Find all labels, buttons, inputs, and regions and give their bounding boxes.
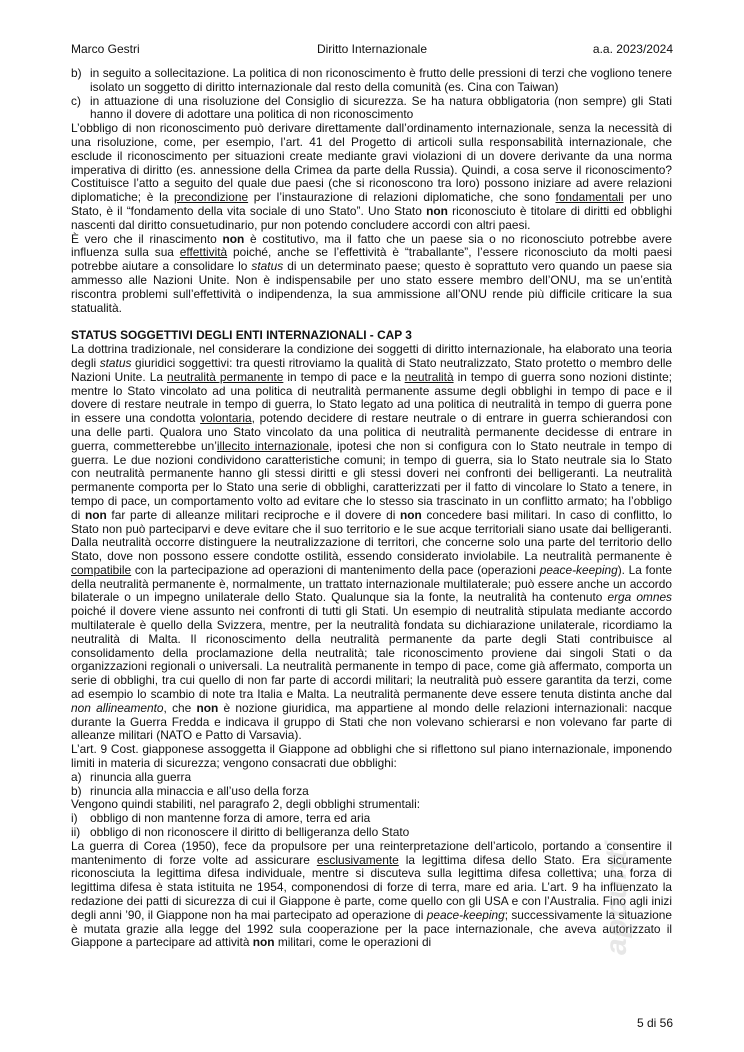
paragraph: Vengono quindi stabiliti, nel paragrafo 2, degli obblighi strumentali: bbox=[71, 797, 421, 812]
watermark: appunti bbox=[600, 839, 633, 955]
list-item: i) obbligo di non mantenne forza di amore, terra ed aria bbox=[71, 811, 371, 826]
paragraph: La dottrina tradizionale, nel considerare la condizione dei soggetti di diritto internazionale, ha elaborato una teoria degli status giuridici soggettivi: tra questi ritroviamo la qualità di Stato neutralizzato, Stato protetto o membro delle Nazioni Unite. La neutralità permanente in tempo di pace e la neutralità in tempo di guerra sono nozioni distinte; mentre lo Stato vincolato ad una politica di neutralità permanente assume degli obblighi in tempo di pace e il dovere di restare neutrale in tempo di guerra, lo Stato legato ad una politica di neutralità in tempo di guerra pone in essere una condotta volontaria, potendo decidere di restare neutrale o di entrare in guerra schierandosi con una delle parti. Qualora uno Stato vincolato da una politica di neutralità permanente decidesse di entrare in guerra, commetterebbe un’illecito internazionale, ipotesi che non si configura con lo Stato neutrale in tempo di guerra. Le due nozioni condividono caratteristiche comuni; in tempo di guerra, sia lo Stato neutrale sia lo Stato con neutralità permanente hanno gli stessi diritti e gli stessi doveri nei confronti dei belligeranti. La neutralità permanente comporta per lo Stato una serie di obblighi, caratterizzati per il fatto di vincolare lo Stato a tenere, in tempo di pace, un comportamento volto ad evitare che lo stesso sia trascinato in un conflitto armato; ha l’obbligo di non far parte di alleanze militari reciproche e il dovere di non concedere basi militari. In caso di conflitto, lo Stato non può parteciparvi e deve evitare che il suo territorio e le sue acque territoriali siano usate dai belligeranti. Dalla neutralità occorre distinguere la neutralizzazione di territori, che concerne solo una parte del territorio dello Stato, dove non possono essere condotte ostilità, essendo considerato inviolabile. La neutralità permanente è compatibile con la partecipazione ad operazioni di mantenimento della pace (operazioni peace-keeping). La fonte della neutralità permanente è, normalmente, un trattato internazionale multilaterale; può essere anche un accordo bilaterale o un impegno unilaterale dello Stato. Qualunque sia la fonte, la neutralità ha contenuto erga omnes poiché il dovere viene assunto nei confronti di tutti gli Stati. Un esempio di neutralità stipulata mediante accordo multilaterale è quello della Svizzera, mentre, per la neutralità fondata su dichiarazione unilaterale, ricordiamo la neutralità di Malta. Il riconoscimento della neutralità permanente da parte degli Stati contribuisce al consolidamento della proclamazione della neutralità; tale riconoscimento proviene dai singoli Stati o da organizzazioni regionali o universali. La neutralità permanente in tempo di pace, come già affermato, comporta un serie di obblighi, tra cui quello di non far parte di accordi militari; la neutralità può essere garantita da terzi, come ad esempio lo scambio di note tra Italia e Malta. La neutralità permanente deve essere tenuta distinta anche dal non allineamento, che non è nozione giuridica, ma appartiene al mondo delle relazioni internazionali: nacque durante la Guerra Fredda e indicava il gruppo di Stati che non volevano schierarsi e non volevano far parte di alleanze militari (NATO e Patto di Varsavia). bbox=[71, 342, 673, 743]
page-number: 5 di 56 bbox=[636, 1016, 673, 1030]
header-author: Marco Gestri bbox=[71, 42, 140, 56]
paragraph: L’obbligo di non riconoscimento può derivare direttamente dall’ordinamento internazionale, senza la necessità di una risoluzione, come, per esempio, l’art. 41 del Progetto di articoli sulla responsabilità internazionale, che esclude il riconoscimento per situazioni create mediante gravi violazioni di un dovere derivante da una norma imperativa di diritto (es. annessione della Crimea da parte della Russia). Quindi, a cosa serve il riconoscimento? Costituisce l’atto a seguito del quale due paesi (che si riconoscono tra loro) possono iniziare ad avere relazioni diplomatiche; è la precondizione per l’instaurazione di relazioni diplomatiche, che sono fondamentali per uno Stato, è il “fondamento della vita sociale di uno Stato”. Uno Stato non riconosciuto è titolare di diritti ed obblighi nascenti dal diritto consuetudinario, pur non potendo concludere accordi con altri paesi. bbox=[71, 121, 673, 232]
list-item: c) in attuazione di una risoluzione del Consiglio di sicurezza. Se ha natura obbligatoria (non sempre) gli Stati hanno il dovere di adottare una politica di non riconoscimento bbox=[71, 93, 672, 122]
header-title: Diritto Internazionale bbox=[316, 42, 428, 56]
paragraph: È vero che il rinascimento non è costitutivo, ma il fatto che un paese sia o no riconosciuto potrebbe avere influenza sulla sua effettività poiché, anche se l’effettività è “traballante”, l’essere riconosciuto da molti paesi potrebbe aiutare a consolidare lo status di un determinato paese; questo è soprattuto vero quando un paese sia ammesso alle Nazioni Unite. Non è indispensabile per uno stato essere membro dell’ONU, ma se un’entità riscontra problemi sull’effettività o indipendenza, la sua ammissione all’ONU rende più difficile criticare la sua statualità. bbox=[71, 231, 672, 315]
section-heading: STATUS SOGGETTIVI DEGLI ENTI INTERNAZIONALI - CAP 3 bbox=[71, 328, 412, 343]
header-year: a.a. 2023/2024 bbox=[592, 42, 673, 56]
list-item: b) rinuncia alla minaccia e all’uso della forza bbox=[71, 783, 309, 798]
list-item: b) in seguito a sollecitazione. La politica di non riconoscimento è frutto delle pressioni di terzi che vogliono tenere isolato un soggetto di diritto internazionale dal resto della comunità (es. Cina con Taiwan) bbox=[71, 66, 672, 94]
list-item: a) rinuncia alla guerra bbox=[71, 769, 192, 784]
page-header bbox=[71, 42, 673, 58]
paragraph: La guerra di Corea (1950), fece da propulsore per una reinterpretazione dell’articolo, portando a consentire il mantenimento di forze volte ad assicurare esclusivamente la legittima difesa dello Stato. Era sicuramente riconosciuta la legittima difesa individuale, mentre si discuteva sulla legittima difesa collettiva; una forza di legittima difesa è stata istituita ne 1954, componendosi di forze di terra, mare ed aria. L’art. 9 ha influenzato la redazione dei patti di sicurezza di cui il Giappone è parte, come quello con gli USA e con l’Australia. Fino agli inizi degli anni ’90, il Giappone non ha mai partecipato ad operazione di peace-keeping; successivamente la situazione è mutata grazie alla legge del 1992 sula cooperazione per la pace internazionale, che aveva autorizzato il Giappone a partecipare ad attività non militari, come le operazioni di bbox=[71, 838, 672, 950]
paragraph: L’art. 9 Cost. giapponese assoggetta il Giappone ad obblighi che si riflettono sul piano internazionale, imponendo limiti in materia di sicurezza; vengono consacrati due obblighi: bbox=[71, 742, 672, 771]
document-body bbox=[71, 67, 672, 950]
list-item: ii) obbligo di non riconoscere il diritto di belligeranza dello Stato bbox=[71, 825, 410, 840]
